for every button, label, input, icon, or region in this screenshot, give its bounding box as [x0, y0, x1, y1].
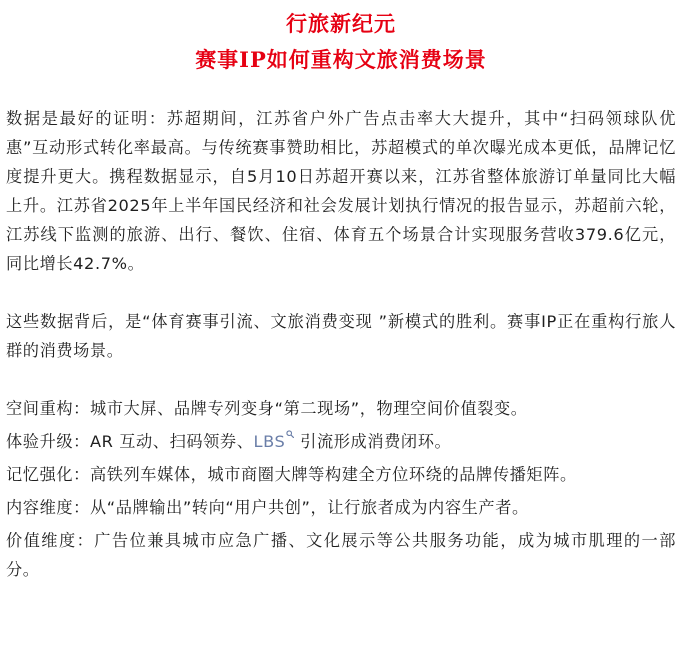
article-header: [0, 0, 682, 78]
article-body: [6, 104, 676, 588]
point-text: 高铁列车媒体，城市商圈大牌等构建全方位环绕的品牌传播矩阵。: [89, 465, 577, 484]
point-label: 价值维度：: [6, 531, 95, 550]
point-label: 记忆强化：: [6, 465, 90, 484]
lbs-search-link[interactable]: [254, 432, 295, 451]
point-content-dimension: [6, 493, 676, 522]
article-title-line-1: 行旅新纪元: [286, 11, 396, 36]
search-icon: [286, 430, 294, 438]
lbs-link-label: LBS: [253, 432, 286, 451]
point-value-dimension: [6, 526, 676, 584]
point-label: 内容维度：: [6, 498, 90, 517]
point-space-restructure: [6, 394, 676, 423]
article-title-line-2: 赛事IP如何重构文旅消费场景: [195, 47, 487, 72]
point-text: 广告位兼具城市应急广播、文化展示等公共服务功能，成为城市肌理的一部分。: [6, 531, 676, 579]
point-text: 从“品牌输出”转向“用户共创”，让行旅者成为内容生产者。: [89, 498, 529, 517]
point-memory-reinforce: [6, 460, 676, 489]
paragraph-data-proof: 数据是最好的证明：苏超期间，江苏省户外广告点击率大大提升，其中“扫码领球队优惠”互动形式转化率最高。与传统赛事赞助相比，苏超模式的单次曝光成本更低，品牌记忆度提升更大。携程数据显示，自5月10日苏超开赛以来，江苏省整体旅游订单量同比大幅上升。江苏省2025年上半年国民经济和社会发展计划执行情况的报告显示，苏超前六轮，江苏线下监测的旅游、出行、餐饮、住宿、体育五个场景合计实现服务营收379.6亿元，同比增长42.7%。: [6, 109, 676, 273]
point-text-after-link: 引流形成消费闭环。: [294, 432, 452, 451]
point-text-before-link: AR 互动、扫码领券、: [89, 432, 254, 451]
point-text: 城市大屏、品牌专列变身“第二现场”，物理空间价值裂变。: [89, 399, 528, 418]
point-experience-upgrade: [6, 427, 676, 456]
paragraph-new-model: 这些数据背后，是“体育赛事引流、文旅消费变现 ”新模式的胜利。赛事IP正在重构行旅人群的消费场景。: [6, 312, 676, 360]
point-label: 体验升级：: [6, 432, 90, 451]
point-label: 空间重构：: [6, 399, 90, 418]
